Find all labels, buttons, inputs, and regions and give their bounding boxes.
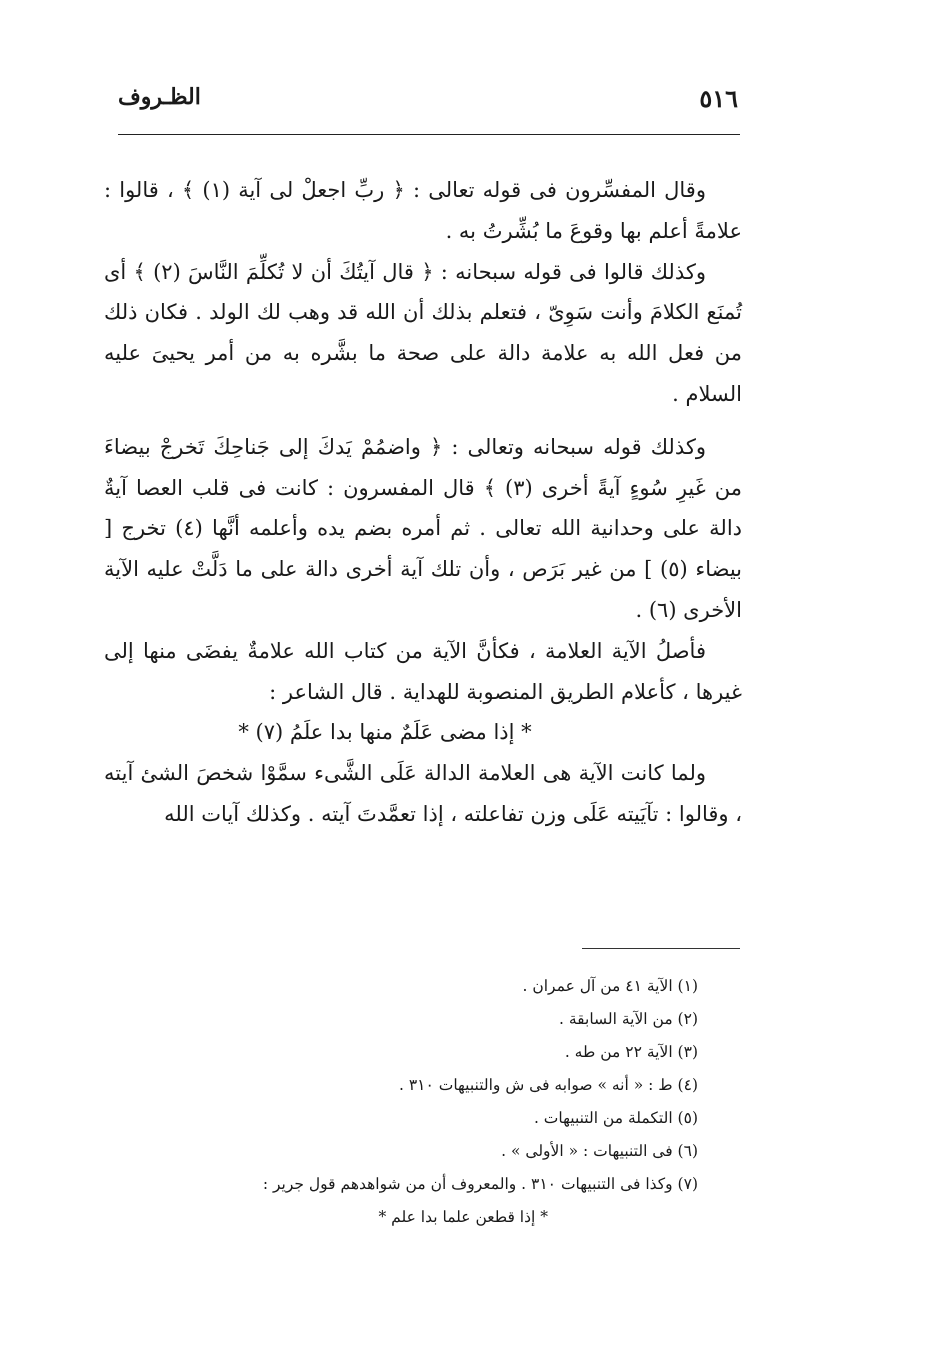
footnote-3: (٣) الآية ٢٢ من طه . [564, 1043, 698, 1061]
running-head [118, 84, 738, 124]
footnote-7: (٧) وكذا فى التنبيهات ٣١٠ . والمعروف أن من شواهدهم قول جرير : [262, 1175, 698, 1193]
footnote-5: (٥) التكملة من التنبيهات . [533, 1109, 698, 1127]
footnote-divider [582, 948, 740, 949]
footnotes [190, 970, 698, 1234]
paragraph-5: ولما كانت الآية هى العلامة الدالة عَلَى الشَّىء سمَّوْا شخصَ الشئ آيته ، وقالوا : تآيَيته عَلَى وزن تفاعلته ، إذا تعمَّدتَ آيته . وكذلك آيات الله [104, 761, 742, 826]
main-text [104, 170, 742, 835]
footnote-verse: * إذا قطعن علما بدا علم * [378, 1208, 548, 1226]
paragraph-4: فأصلُ الآية العلامة ، فكأنَّ الآية من كتاب الله علامةٌ يفضَى منها إلى غيرها ، كأعلام الطريق المنصوبة للهداية . قال الشاعر : [104, 638, 742, 704]
footnote-1: (١) الآية ٤١ من آل عمران . [522, 977, 698, 995]
header-divider [118, 134, 740, 135]
running-title: الظـروف [118, 84, 201, 110]
footnote-2: (٢) من الآية السابقة . [559, 1010, 698, 1028]
page-number: ٥١٦ [699, 84, 738, 113]
footnote-4: (٤) ط : « أنه » صوابه فى ش والتنبيهات ٣١٠ . [398, 1076, 698, 1094]
paragraph-3: وكذلك قوله سبحانه وتعالى : ﴿ واضمُمْ يَدكَ إلى جَناحِكَ تَخرجْ بيضاءَ من غَيرِ سُوءٍ آيةً أخرى (٣) ﴾ قال المفسرون : كانت فى قلب العصا آيةٌ دالة على وحدانية الله تعالى . ثم أمره بضم يده وأعلمه أنَّها (٤) تخرج [ بيضاء (٥) ] من غير بَرَص ، وأن تلك آية أخرى دالة على ما دَلَّتْ عليه الآية الأخرى (٦) . [104, 434, 743, 622]
footnote-6: (٦) فى التنبيهات : « الأولى » . [501, 1142, 698, 1160]
poetry-verse: * إذا مضى عَلَمٌ منها بدا علَمُ (٧) * [238, 720, 532, 745]
paragraph-1: وقال المفسِّرون فى قوله تعالى : ﴿ ربِّ اجعلْ لى آية (١) ﴾ ، قالوا : علامةً أعلم بها وقوعَ ما بُشِّرتُ به . [104, 178, 742, 243]
paragraph-2: وكذلك قالوا فى قوله سبحانه : ﴿ قال آيتُكَ أن لا تُكلِّمَ النَّاسَ (٢) ﴾ أى تُمنَع الكلامَ وأنت سَوِىّ ، فتعلم بذلك أن الله قد وهب لك الولد . فكان ذلك من فعل الله به علامة دالة على صحة ما بشَّره به من أمر يحيىَ عليه السلام . [104, 259, 742, 406]
